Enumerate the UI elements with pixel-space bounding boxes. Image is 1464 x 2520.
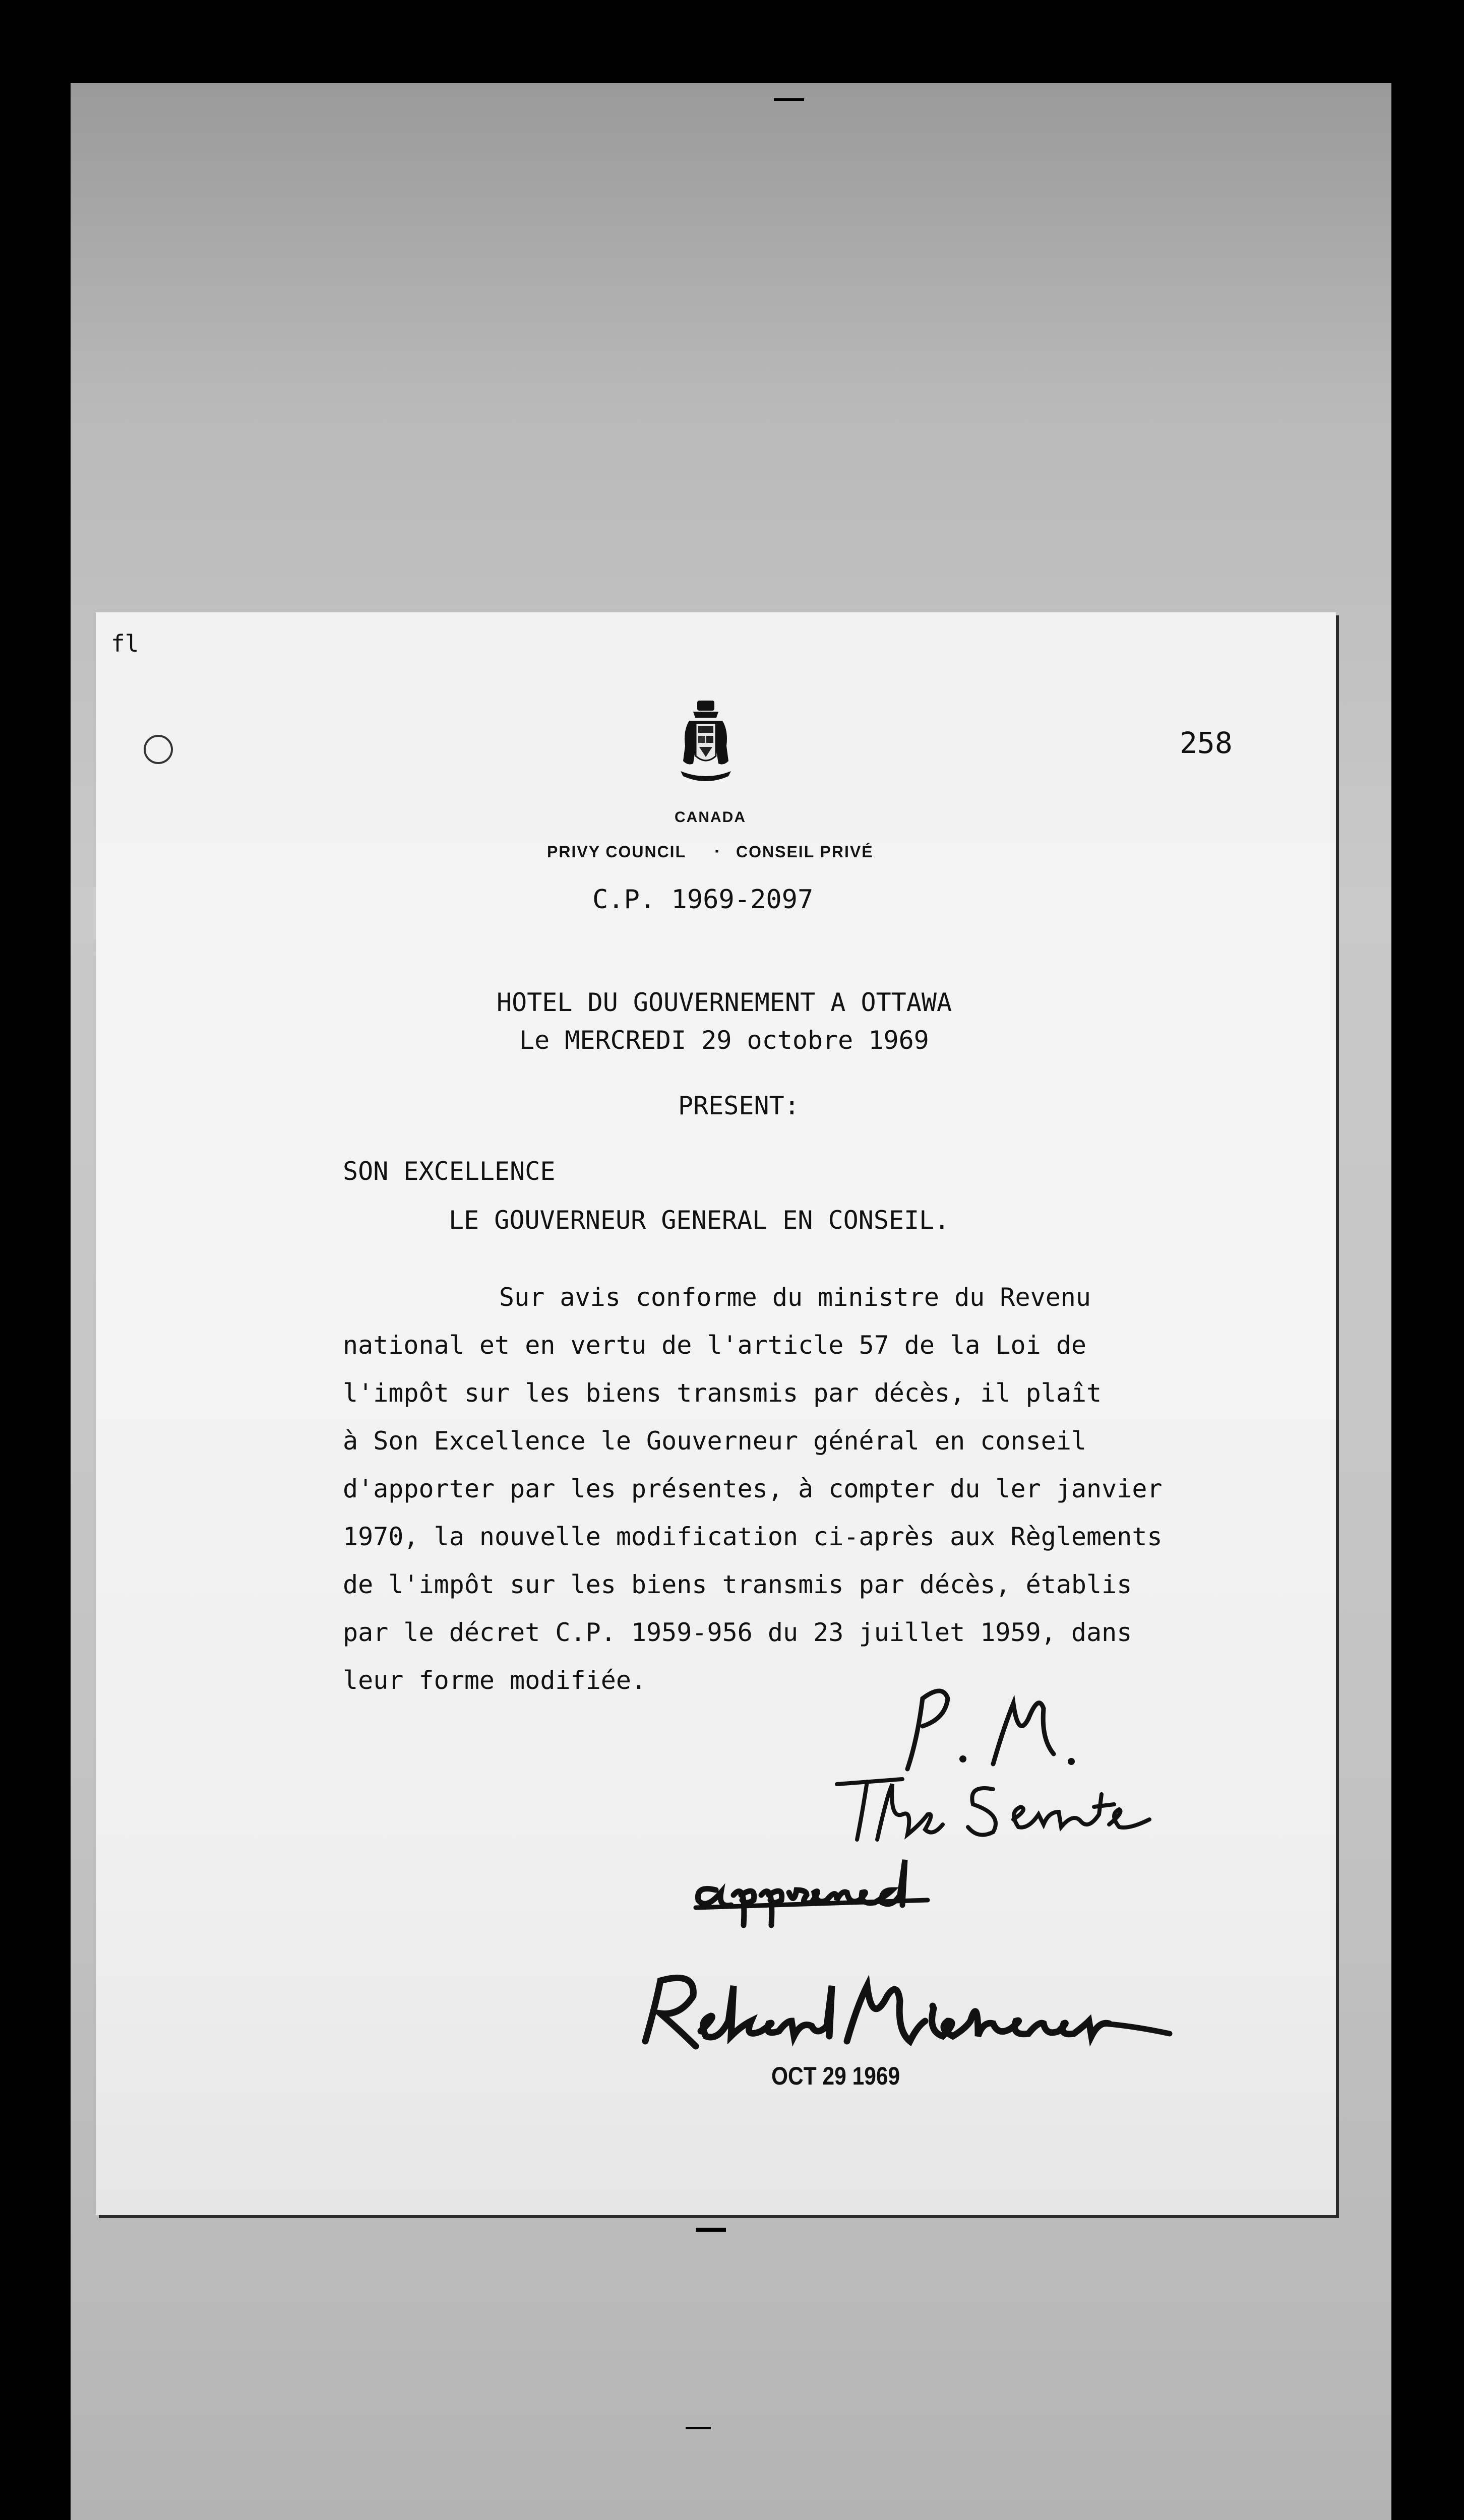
location-line: HOTEL DU GOUVERNEMENT A OTTAWA: [497, 988, 952, 1017]
body-line: leur forme modifiée.: [343, 1666, 647, 1695]
body-line: par le décret C.P. 1959-956 du 23 juillet 1959, dans: [343, 1618, 1132, 1647]
addressee-line-1: SON EXCELLENCE: [343, 1157, 556, 1186]
letterhead-council-fr: CONSEIL PRIVÉ: [736, 843, 874, 861]
handwritten-approval: [686, 1845, 948, 1930]
letterhead-country: CANADA: [675, 809, 746, 826]
margin-mark: fl: [111, 630, 139, 657]
order-number: C.P. 1969-2097: [592, 885, 814, 915]
page-number: 258: [1180, 726, 1233, 760]
body-line: 1970, la nouvelle modification ci-après aux Règlements: [343, 1522, 1163, 1551]
handwritten-note: [827, 1764, 1190, 1845]
coat-of-arms-icon: [678, 701, 734, 791]
present-label: PRESENT:: [678, 1091, 800, 1120]
punch-hole: [144, 735, 173, 764]
body-line: Sur avis conforme du ministre du Revenu: [499, 1283, 1091, 1312]
addressee-line-2: LE GOUVERNEUR GENERAL EN CONSEIL.: [449, 1206, 950, 1235]
letterhead-council-en: PRIVY COUNCIL: [547, 843, 687, 861]
body-line: d'apporter par les présentes, à compter du ler janvier: [343, 1474, 1163, 1503]
date-stamp: OCT 29 1969: [771, 2062, 900, 2090]
letterhead-separator: ·: [714, 841, 721, 861]
body-line: national et en vertu de l'article 57 de la Loi de: [343, 1331, 1087, 1360]
backing-mark-top: [774, 98, 804, 101]
backing-mark-mid: [696, 2228, 726, 2232]
backing-mark-lower: [686, 2427, 711, 2429]
body-line: à Son Excellence le Gouverneur général en conseil: [343, 1426, 1087, 1456]
body-line: de l'impôt sur les biens transmis par décès, établis: [343, 1570, 1132, 1599]
body-line: l'impôt sur les biens transmis par décès, il plaît: [343, 1378, 1102, 1408]
governor-general-signature: [635, 1966, 1175, 2076]
date-line: Le MERCREDI 29 octobre 1969: [519, 1026, 929, 1055]
